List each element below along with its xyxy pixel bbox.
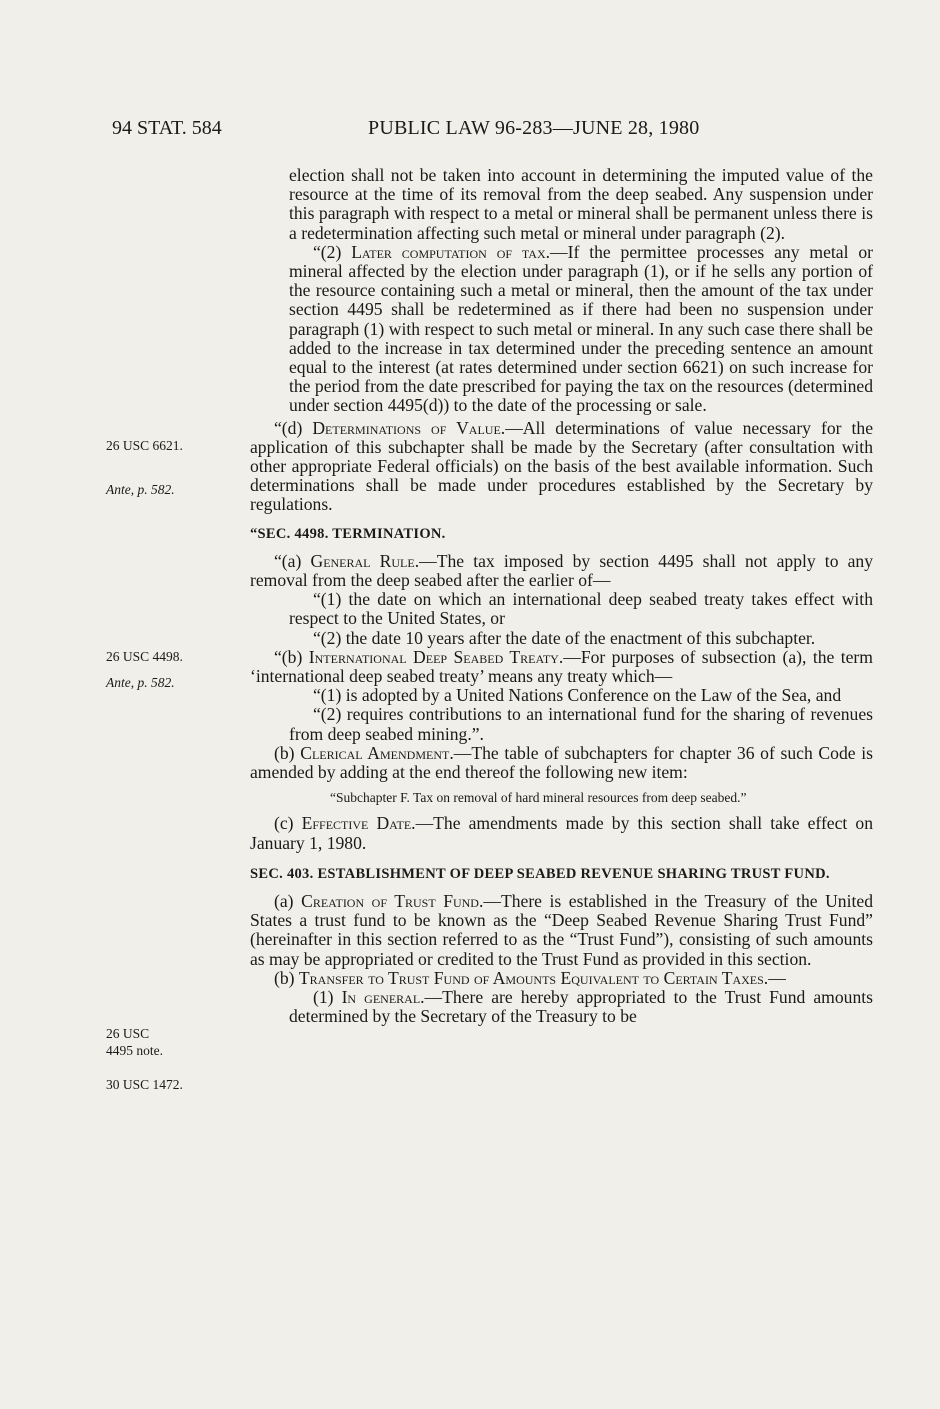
margin-note: 26 USC 6621.	[106, 438, 183, 453]
section-title: SEC. 403. ESTABLISHMENT OF DEEP SEABED REVENUE SHARING TRUST FUND.	[250, 865, 830, 882]
paragraph: “(2) requires contributions to an international fund for the sharing of revenues from deep seabed mining.”.	[289, 704, 873, 744]
section-heading: Determinations of Value.	[312, 417, 506, 438]
section-heading: Clerical Amendment.	[300, 742, 454, 763]
stat-citation: 94 STAT. 584	[112, 117, 222, 139]
paragraph: “(a) General Rule.—The tax imposed by section 4495 shall not apply to any removal from the deep seabed after the earlier of—	[250, 550, 874, 591]
section-heading: In general.	[341, 986, 425, 1007]
body-text	[250, 166, 873, 1026]
section-heading: International Deep Seabed Treaty.	[308, 646, 564, 667]
margin-note: 26 USC 4498.	[106, 649, 183, 664]
paragraph: “(1) the date on which an international deep seabed treaty takes effect with respect to the United States, or	[289, 589, 873, 629]
paragraph: (b) Transfer to Trust Fund of Amounts Equivalent to Certain Taxes.—	[274, 967, 786, 988]
margin-note: 26 USC 4495 note.	[106, 1026, 163, 1058]
table-entry: “Subchapter F. Tax on removal of hard mineral resources from deep seabed.”	[330, 790, 747, 806]
margin-note: Ante, p. 582.	[106, 482, 175, 497]
section-heading: Transfer to Trust Fund of Amounts Equivalent to Certain Taxes.	[298, 967, 769, 988]
paragraph: (c) Effective Date.—The amendments made by this section shall take effect on January 1, 1980.	[250, 813, 873, 853]
paragraph: “(d) Determinations of Value.—All determinations of value necessary for the application of this subchapter shall be made by the Secretary (after consultation with other appropriate Federal officials) on the basis of the best available information. Such determinations shall be made under procedures established by the Secretary by regulations.	[250, 417, 874, 515]
section-heading: Creation of Trust Fund.	[301, 890, 484, 911]
margin-note: Ante, p. 582.	[106, 675, 175, 690]
paragraph: (b) Clerical Amendment.—The table of subchapters for chapter 36 of such Code is amended by adding at the end thereof the following new item:	[250, 742, 873, 783]
page-title: PUBLIC LAW 96-283—JUNE 28, 1980	[368, 117, 700, 139]
paragraph: “(2) the date 10 years after the date of the enactment of this subchapter.	[313, 627, 816, 648]
paragraph: “(2) Later computation of tax.—If the permittee processes any metal or mineral affected by the election under paragraph (1), or if he sells any portion of the resource containing such a metal or mineral, then the amount of the tax under section 4495 shall be redetermined as if there had been no suspension under paragraph (1) with respect to such metal or mineral. In any such case there shall be added to the increase in tax determined under the preceding sentence an amount equal to the interest (at rates determined under section 6621) on such increase for the period from the date prescribed for paying the tax on the resources (determined under section 4495(d)) to the date of the processing or sale.	[289, 241, 873, 416]
section-heading: Effective Date.	[301, 813, 416, 834]
paragraph: (1) In general.—There are hereby appropriated to the Trust Fund amounts determined by the Secretary of the Treasury to be	[289, 986, 873, 1027]
paragraph: (a) Creation of Trust Fund.—There is established in the Treasury of the United States a trust fund to be known as the “Deep Seabed Revenue Sharing Trust Fund” (hereinafter in this section referred to as the “Trust Fund”), consisting of such amounts as may be appropriated or credited to the Trust Fund as provided in this section.	[250, 890, 873, 969]
section-heading: Later computation of tax.	[351, 241, 551, 262]
section-heading: General Rule.	[310, 550, 420, 571]
margin-note: 30 USC 1472.	[106, 1077, 183, 1092]
paragraph: “(b) International Deep Seabed Treaty.—For purposes of subsection (a), the term ‘international deep seabed treaty’ means any treaty which—	[250, 646, 873, 687]
paragraph: election shall not be taken into account in determining the imputed value of the resource at the time of its removal from the deep seabed. Any suspension under this paragraph with respect to a metal or mineral shall be permanent unless there is a redetermination affecting such metal or mineral under paragraph (2).	[289, 165, 873, 243]
paragraph: “(1) is adopted by a United Nations Conference on the Law of the Sea, and	[313, 685, 842, 706]
section-title: “SEC. 4498. TERMINATION.	[250, 525, 446, 542]
